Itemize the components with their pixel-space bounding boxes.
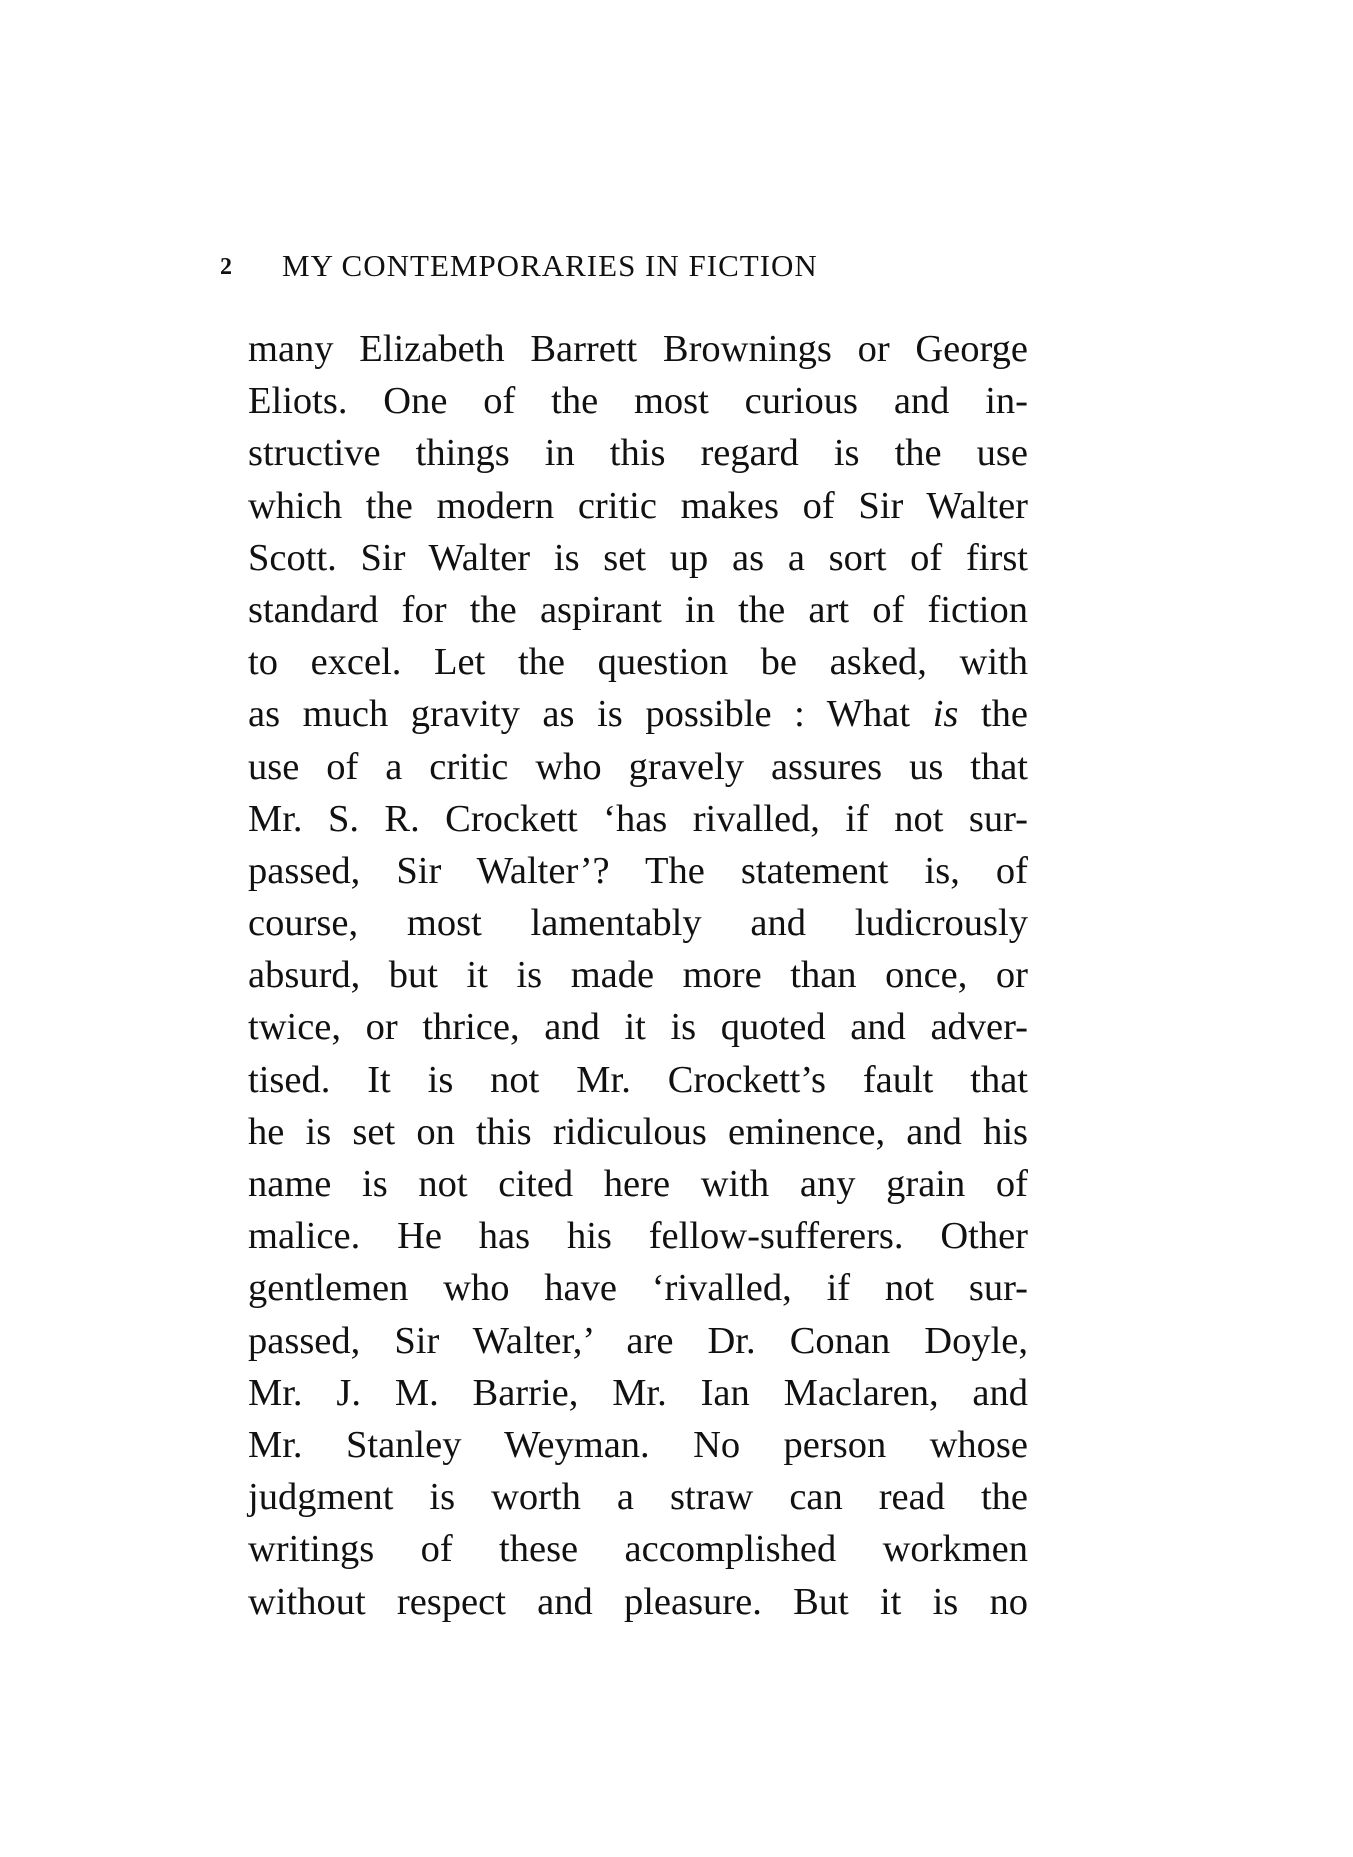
text-line: course, most lamentably and ludicrously <box>248 902 1028 945</box>
text-line: passed, Sir Walter’? The statement is, of <box>248 849 1028 892</box>
text-line: judgment is worth a straw can read the <box>248 1476 1028 1519</box>
text-line: as much gravity as is possible : What is the <box>248 693 1028 736</box>
text-line: Mr. Stanley Weyman. No person whose <box>248 1423 1028 1466</box>
text-line: Scott. Sir Walter is set up as a sort of first <box>248 536 1028 579</box>
text-line: to excel. Let the question be asked, with <box>248 641 1028 684</box>
page-header <box>220 248 1040 288</box>
body-text <box>248 323 1028 1628</box>
text-line: gentlemen who have ‘rivalled, if not sur- <box>248 1267 1028 1310</box>
text-line: Mr. J. M. Barrie, Mr. Ian Maclaren, and <box>248 1371 1028 1414</box>
text-line: tised. It is not Mr. Crockett’s fault that <box>248 1058 1028 1101</box>
emphasis: is <box>932 693 959 736</box>
text-line: standard for the aspirant in the art of fiction <box>248 588 1028 631</box>
text-line: use of a critic who gravely assures us that <box>248 745 1028 788</box>
text-line: Eliots. One of the most curious and in- <box>248 380 1028 423</box>
text-line: passed, Sir Walter,’ are Dr. Conan Doyle, <box>248 1319 1028 1362</box>
text-line: without respect and pleasure. But it is no <box>248 1580 1028 1623</box>
text-line: Mr. S. R. Crockett ‘has rivalled, if not sur- <box>248 797 1028 840</box>
running-title: MY CONTEMPORARIES IN FICTION <box>282 248 818 283</box>
text-line: writings of these accomplished workmen <box>248 1528 1028 1571</box>
text-line: structive things in this regard is the use <box>248 432 1028 475</box>
text-line: malice. He has his fellow-sufferers. Other <box>248 1215 1028 1258</box>
text-line: he is set on this ridiculous eminence, and his <box>248 1110 1028 1153</box>
text-line: which the modern critic makes of Sir Walter <box>248 484 1028 527</box>
page-number: 2 <box>220 254 233 280</box>
text-line: absurd, but it is made more than once, or <box>248 954 1028 997</box>
text-line: twice, or thrice, and it is quoted and adver- <box>248 1006 1028 1049</box>
text-line: name is not cited here with any grain of <box>248 1163 1028 1205</box>
text-line: many Elizabeth Barrett Brownings or George <box>248 328 1028 370</box>
